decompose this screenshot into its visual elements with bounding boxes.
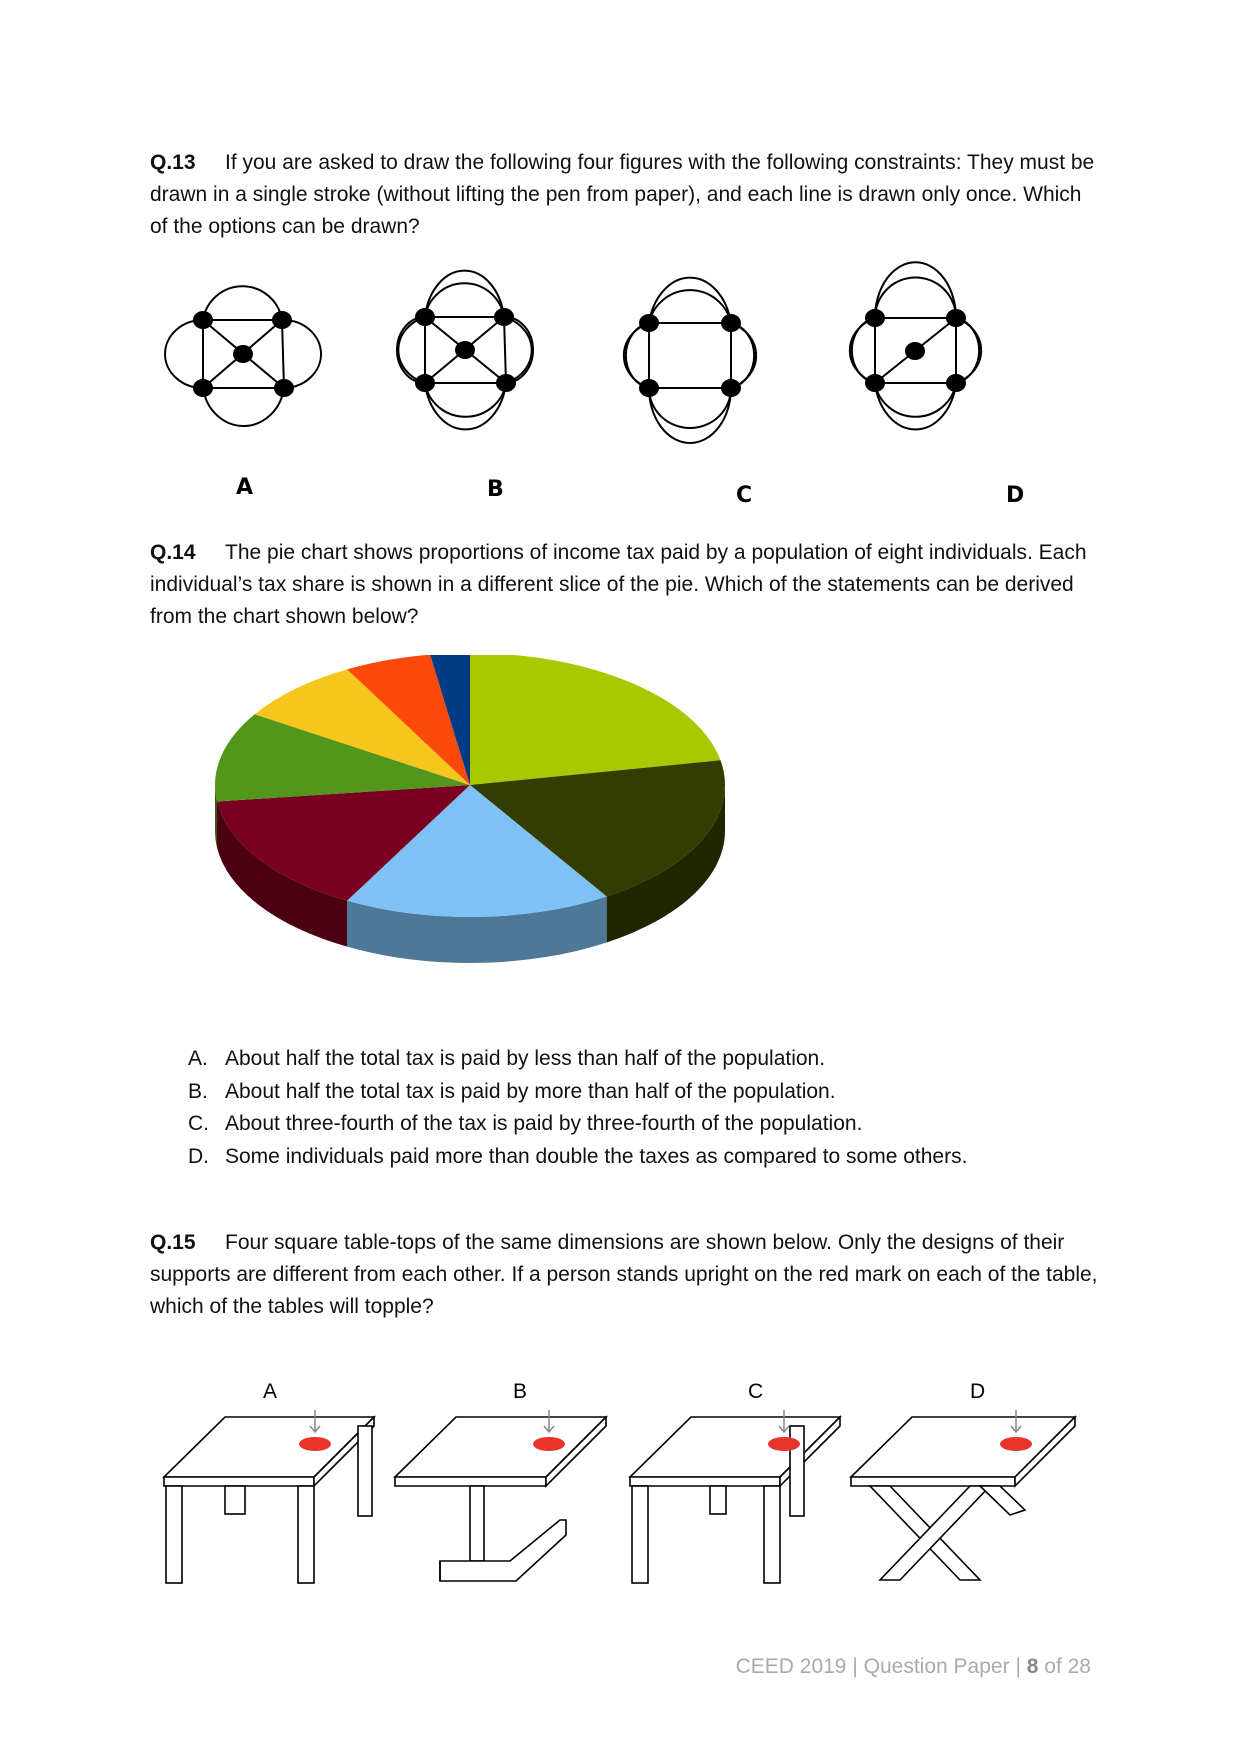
question-text: The pie chart shows proportions of income tax paid by a population of eight individuals. Each individual’s tax share is shown in a different slice of the pie. Which of the statements can be derived from the chart shown below?: [150, 541, 1087, 628]
table-b: [395, 1417, 606, 1581]
q13-graph-figures: [150, 240, 1110, 520]
option-b[interactable]: B. About half the total tax is paid by more than half of the population.: [188, 1079, 836, 1103]
red-mark-c: [768, 1437, 800, 1451]
figure-label-b: B: [487, 477, 504, 502]
q15-table-figures: [150, 1370, 1110, 1610]
table-label-c: C: [748, 1380, 764, 1403]
question-13: [150, 147, 1100, 243]
figure-label-c: C: [736, 483, 753, 508]
red-mark-d: [1000, 1437, 1032, 1451]
table-d: [851, 1417, 1075, 1580]
option-c[interactable]: C. About three-fourth of the tax is paid by three-fourth of the population.: [188, 1112, 863, 1135]
question-number: Q.14: [150, 541, 196, 564]
question-text: If you are asked to draw the following four figures with the following constraints: They must be drawn in a single stroke (without lifting the pen from paper), and each line is drawn only once. Which of the options can be drawn?: [150, 151, 1095, 238]
question-15: [150, 1227, 1100, 1323]
option-d[interactable]: D. Some individuals paid more than double the taxes as compared to some others.: [188, 1144, 968, 1168]
question-number: Q.13: [150, 151, 196, 174]
page-number: 8: [1026, 1655, 1039, 1678]
table-label-a: A: [263, 1380, 278, 1403]
question-number: Q.15: [150, 1231, 196, 1254]
figure-label-d: D: [1006, 483, 1025, 508]
question-text: Four square table-tops of the same dimensions are shown below. Only the designs of their supports are different from each other. If a person stands upright on the red mark on each of the table, which of the tables will topple?: [150, 1231, 1098, 1318]
pie-chart: [180, 655, 760, 1015]
page-total: of 28: [1044, 1655, 1091, 1678]
paper-label: Question Paper: [863, 1655, 1010, 1678]
table-label-d: D: [970, 1380, 986, 1403]
question-14: [150, 537, 1100, 633]
table-a: [164, 1417, 374, 1583]
red-mark-b: [533, 1437, 565, 1451]
option-a[interactable]: A. About half the total tax is paid by less than half of the population.: [188, 1047, 826, 1070]
table-label-b: B: [513, 1380, 528, 1403]
table-c: [630, 1417, 840, 1583]
answer-options: [188, 1043, 967, 1173]
graph-figure-c: [624, 278, 756, 443]
red-mark-a: [299, 1437, 331, 1451]
page-footer: CEED 2019 | Question Paper | 8 of 28: [735, 1655, 1091, 1678]
exam-name: CEED 2019: [735, 1655, 847, 1678]
figure-label-a: A: [236, 475, 254, 500]
